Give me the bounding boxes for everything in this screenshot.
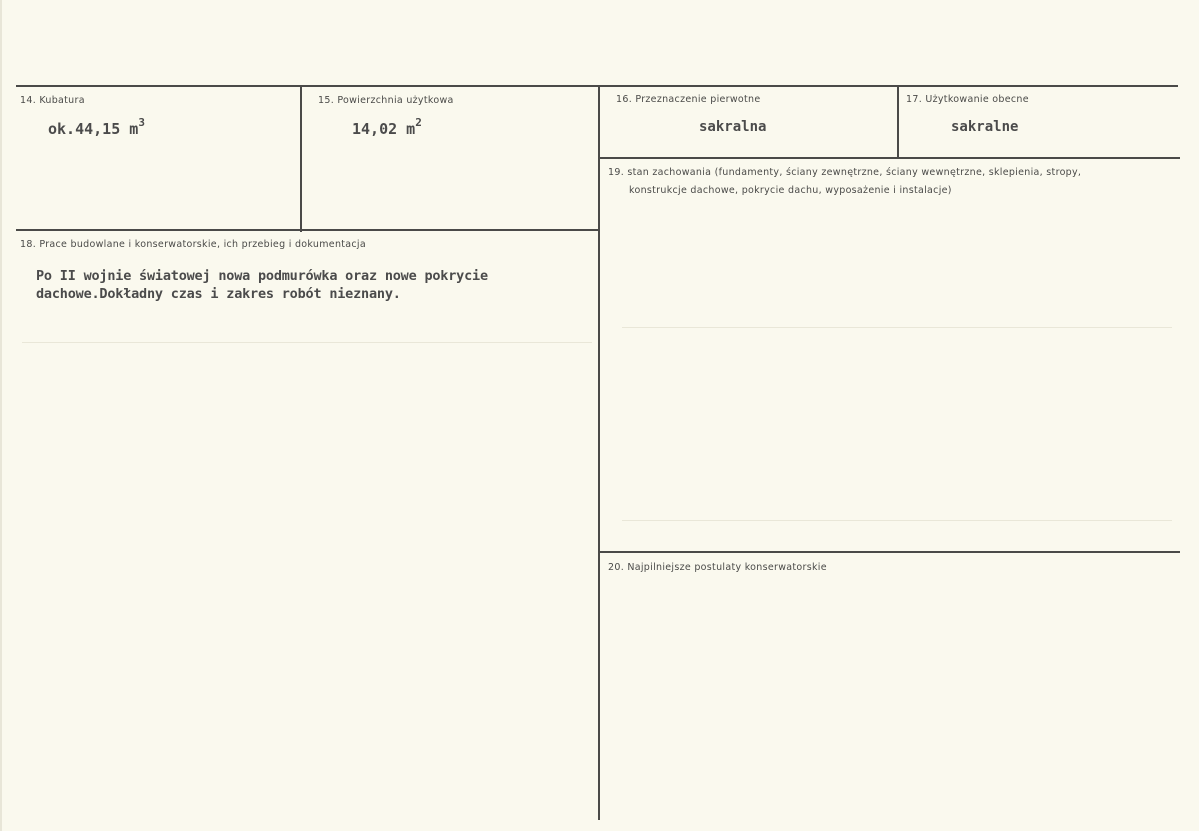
kubatura-value: ok.44,15 $m^3$ bbox=[48, 116, 145, 138]
kubatura-label: 14. Kubatura bbox=[20, 95, 85, 106]
stan-label-line-2: konstrukcje dachowe, pokrycie dachu, wyposażenie i instalacje) bbox=[629, 185, 952, 196]
uzytkowanie-label: 17. Użytkowanie obecne bbox=[906, 94, 1029, 105]
field-stan bbox=[608, 164, 1081, 200]
powierzchnia-value: 14,02 $m^2$ bbox=[352, 116, 422, 138]
divider-main-vertical bbox=[598, 87, 600, 820]
kubatura-exponent: 3 bbox=[138, 116, 145, 129]
stan-label-line-1: 19. stan zachowania (fundamenty, ściany zewnętrzne, ściany wewnętrzne, sklepienia, stropy, bbox=[608, 167, 1082, 178]
rule-right-top bbox=[600, 157, 1180, 159]
prace-label: 18. Prace budowlane i konserwatorskie, ich przebieg i dokumentacja bbox=[20, 239, 366, 250]
guide-line bbox=[622, 327, 1172, 328]
prace-line-2: dachowe.Dokładny czas i zakres robót nieznany. bbox=[36, 286, 401, 302]
divider-col-3 bbox=[897, 87, 899, 159]
guide-line bbox=[622, 520, 1172, 521]
guide-line bbox=[22, 342, 592, 343]
rule-left-mid bbox=[16, 229, 598, 231]
divider-col-1 bbox=[300, 87, 302, 232]
powierzchnia-label: 15. Powierzchnia użytkowa bbox=[318, 95, 454, 106]
przeznaczenie-label: 16. Przeznaczenie pierwotne bbox=[616, 94, 761, 105]
przeznaczenie-value: sakralna bbox=[699, 119, 767, 135]
rule-right-mid bbox=[600, 551, 1180, 553]
powierzchnia-exponent: 2 bbox=[415, 116, 422, 129]
postulaty-label: 20. Najpilniejsze postulaty konserwatorskie bbox=[608, 562, 827, 573]
top-rule bbox=[16, 85, 1178, 87]
uzytkowanie-value: sakralne bbox=[951, 119, 1019, 135]
prace-line-1: Po II wojnie światowej nowa podmurówka oraz nowe pokrycie bbox=[36, 268, 488, 284]
